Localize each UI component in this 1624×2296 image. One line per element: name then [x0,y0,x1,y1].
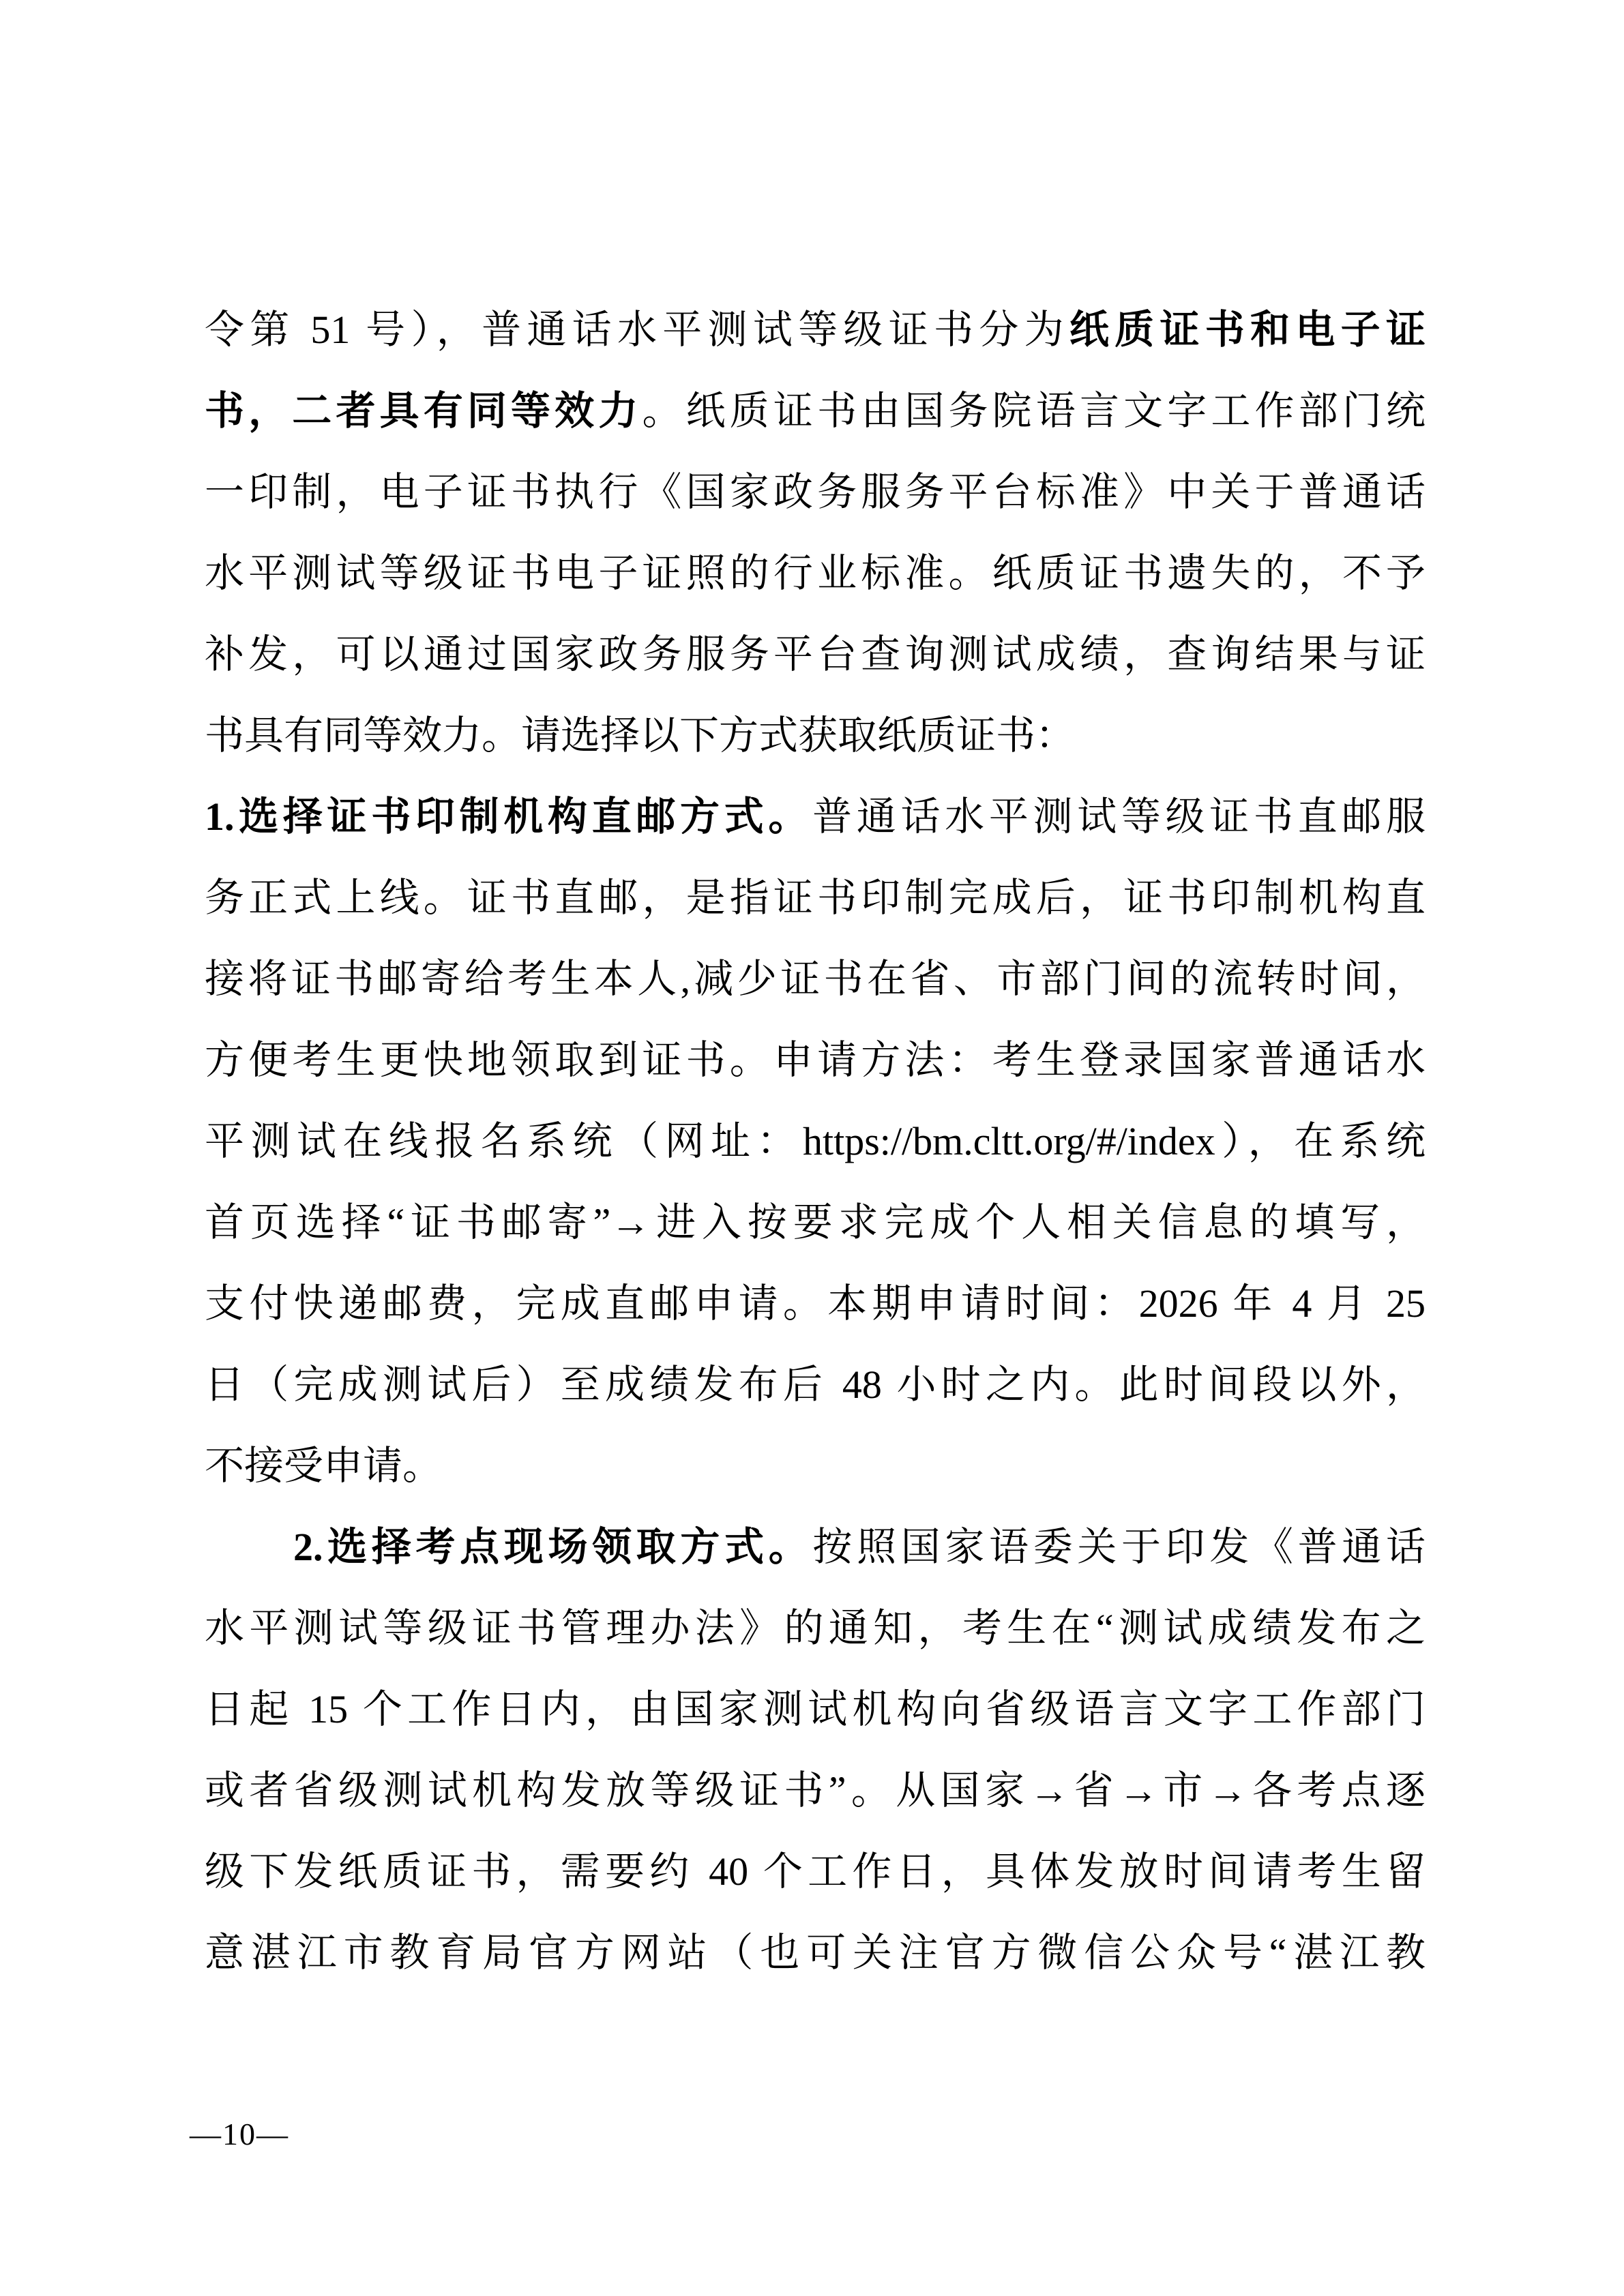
text-line [205,1019,1426,1101]
text-run: 或者省级测试机构发放等级证书”。从国家→省→市→各考点逐 [205,1768,1426,1813]
text-run: 一印制，电子证书执行《国家政务服务平台标准》中关于普通话 [205,470,1426,514]
text-line [205,1101,1426,1182]
text-run: ），在系统 [1215,1119,1426,1163]
text-line [205,857,1426,938]
text-run: 按照国家语委关于印发《普通话 [812,1525,1426,1569]
text-line [205,776,1426,857]
text-line [205,614,1426,695]
text-run: 日起 15 个工作日内，由国家测试机构向省级语言文字工作部门 [205,1687,1426,1731]
text-run: 支付快递邮费，完成直邮申请。本期申请时间：2026 年 4 月 25 [205,1281,1426,1326]
text-run: 方便考生更快地领取到证书。申请方法：考生登录国家普通话水 [205,1038,1426,1082]
text-run: 务正式上线。证书直邮，是指证书印制完成后，证书印制机构直 [205,876,1426,920]
text-line [205,1182,1426,1263]
url-text: https://bm.cltt.org/#/index [802,1119,1215,1163]
text-run: 纸质证书和电子证 [1069,308,1426,352]
text-line [205,695,1426,776]
text-line [205,1425,1426,1506]
text-run: 首页选择“证书邮寄”→进入按要求完成个人相关信息的填写， [205,1200,1426,1244]
text-line [205,1587,1426,1669]
text-run: 意湛江市教育局官方网站（也可关注官方微信公众号“湛江教 [205,1930,1426,1975]
text-run: 2.选择考点现场领取方式。 [293,1525,813,1569]
text-run: 不接受申请。 [205,1444,443,1488]
text-run: 水平测试等级证书管理办法》的通知，考生在“测试成绩发布之 [205,1606,1426,1650]
text-run: 补发，可以通过国家政务服务平台查询测试成绩，查询结果与证 [205,632,1426,676]
text-run: 。纸质证书由国务院语言文字工作部门统 [642,389,1426,433]
text-run: 日（完成测试后）至成绩发布后 48 小时之内。此时间段以外， [205,1362,1426,1407]
text-line [205,370,1426,451]
text-run: 书具有同等效力。请选择以下方式获取纸质证书： [205,713,1076,758]
text-run: 令第 51 号），普通话水平测试等级证书分为 [205,308,1069,352]
text-run: 普通话水平测试等级证书直邮服 [812,794,1426,839]
text-line [205,289,1426,370]
text-line [205,1831,1426,1912]
text-line [205,1912,1426,1993]
text-run: 平测试在线报名系统（网址： [205,1119,803,1163]
text-line [205,451,1426,533]
text-line [205,533,1426,614]
text-run: 接将证书邮寄给考生本人,减少证书在省、市部门间的流转时间， [205,957,1426,1001]
document-body [205,289,1426,1993]
text-line [205,938,1426,1019]
text-line [205,1344,1426,1425]
text-line [205,1750,1426,1831]
page-number: —10— [190,2117,289,2151]
text-line [205,1506,1426,1587]
text-line [205,1263,1426,1344]
text-run: 1.选择证书印制机构直邮方式。 [205,794,813,839]
text-run: 级下发纸质证书，需要约 40 个工作日，具体发放时间请考生留 [205,1849,1426,1894]
text-run: 水平测试等级证书电子证照的行业标准。纸质证书遗失的，不予 [205,551,1426,595]
text-line [205,1669,1426,1750]
text-run: 书，二者具有同等效力 [205,389,643,433]
